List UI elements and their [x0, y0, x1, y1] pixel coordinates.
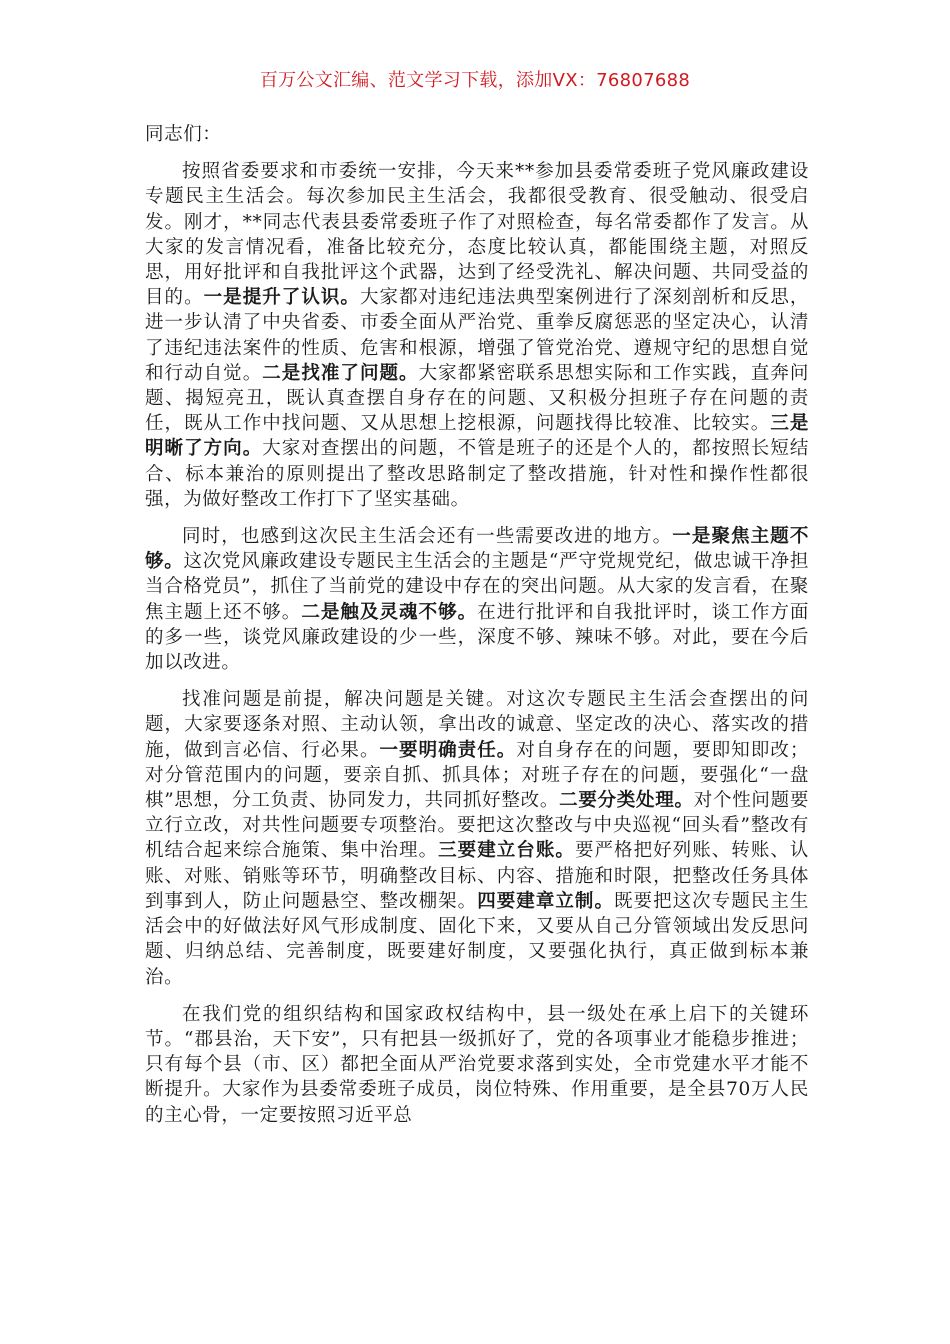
bold-heading-run: 一是提升了认识。	[203, 287, 360, 309]
text-run: 对自身存在的问题，要即知即改；对分管范围内的问题，要亲自抓、抓具体；对班子存在的问题，要强化“一盘棋”思想，分工负责、协同发力，共同抓好整改。	[145, 739, 809, 812]
bold-heading-run: 三要建立台账。	[438, 840, 575, 862]
text-run: 对个性问题要立行立改，对共性问题要专项整治。要把这次整改与中央巡视“回头看”整改有机结合起来综合施策、集中治理。	[145, 790, 809, 862]
watermark-header: 百万公文汇编、范文学习下载，添加VX：76807688	[259, 70, 691, 91]
body-paragraph	[145, 159, 809, 512]
body-paragraph	[145, 1002, 809, 1128]
text-run: 找准问题是前提，解决问题是关键。对这次专题民主生活会查摆出的问题，大家要逐条对照、主动认领，拿出改的诚意、坚定改的决心、落实改的措施，做到言必信、行必果。	[145, 689, 809, 761]
text-run: 要严格把好列账、转账、认账、对账、销账等环节，明确整改目标、内容、措施和时限，把整改任务具体到事到人，防止问题悬空、整改棚架。	[145, 840, 809, 912]
text-run: 在进行批评和自我批评时，谈工作方面的多一些，谈党风廉政建设的少一些，深度不够、辣味不够。对此，要在今后加以改进。	[145, 601, 810, 674]
text-run: 大家都紧密联系思想实际和工作实践，直奔问题、揭短亮丑，既认真查摆自身存在的问题、又积极分担班子存在问题的责任，既从工作中找问题、又从思想上挖根源，问题找得比较准、比较实。	[145, 362, 809, 435]
bold-heading-run: 一是聚焦主题不够。	[145, 526, 809, 573]
paragraph-list	[145, 159, 809, 1128]
document-body	[145, 122, 809, 1140]
bold-heading-run: 四要建章立制。	[477, 890, 615, 912]
body-paragraph	[145, 687, 809, 989]
bold-heading-run: 三是明晰了方向。	[145, 413, 810, 460]
text-run: 既要把这次专题民主生活会中的好做法好风气形成制度、固化下来，又要从自己分管领域出发反思问题、归纳总结、完善制度，既要建好制度，又要强化执行，真正做到标本兼治。	[145, 890, 809, 988]
bold-heading-run: 二是找准了问题。	[262, 362, 419, 384]
text-run: 同时，也感到这次民主生活会还有一些需要改进的地方。	[182, 526, 673, 548]
bold-heading-run: 二要分类处理。	[559, 790, 694, 812]
text-run: 在我们党的组织结构和国家政权结构中，县一级处在承上启下的关键环节。“郡县治，天下安”，只有把县一级抓好了，党的各项事业才能稳步推进；只有每个县（市、区）都把全面从严治党要求落到实处，全市党建水平才能不断提升。大家作为县委常委班子成员，岗位特殊、作用重要，是全县70万人民的主心骨，一定要按照习近平总	[145, 1003, 809, 1126]
text-run: 这次党风廉政建设专题民主生活会的主题是“严守党规党纪，做忠诚干净担当合格党员”，抓住了当前党的建设中存在的突出问题。从大家的发言看，在聚焦主题上还不够。	[145, 551, 809, 623]
text-run: 大家都对违纪违法典型案例进行了深刻剖析和反思，进一步认清了中央省委、市委全面从严治党、重拳反腐惩恶的坚定决心，认清了违纪违法案件的性质、危害和根源，增强了管党治党、遵规守纪的思想自觉和行动自觉。	[145, 287, 809, 384]
text-run: 按照省委要求和市委统一安排，今天来**参加县委常委班子党风廉政建设专题民主生活会。每次参加民主生活会，我都很受教育、很受触动、很受启发。刚才，**同志代表县委常委班子作了对照检查，每名常委都作了发言。从大家的发言情况看，准备比较充分，态度比较认真，都能围绕主题，对照反思，用好批评和自我批评这个武器，达到了经受洗礼、解决问题、共同受益的目的。	[145, 161, 809, 309]
bold-heading-run: 一要明确责任。	[379, 739, 517, 761]
bold-heading-run: 二是触及灵魂不够。	[301, 601, 478, 623]
body-paragraph	[145, 524, 809, 675]
text-run: 大家对查摆出的问题，不管是班子的还是个人的，都按照长短结合、标本兼治的原则提出了整改思路制定了整改措施，针对性和操作性都很强，为做好整改工作打下了坚实基础。	[145, 438, 809, 510]
salutation: 同志们：	[145, 124, 222, 145]
